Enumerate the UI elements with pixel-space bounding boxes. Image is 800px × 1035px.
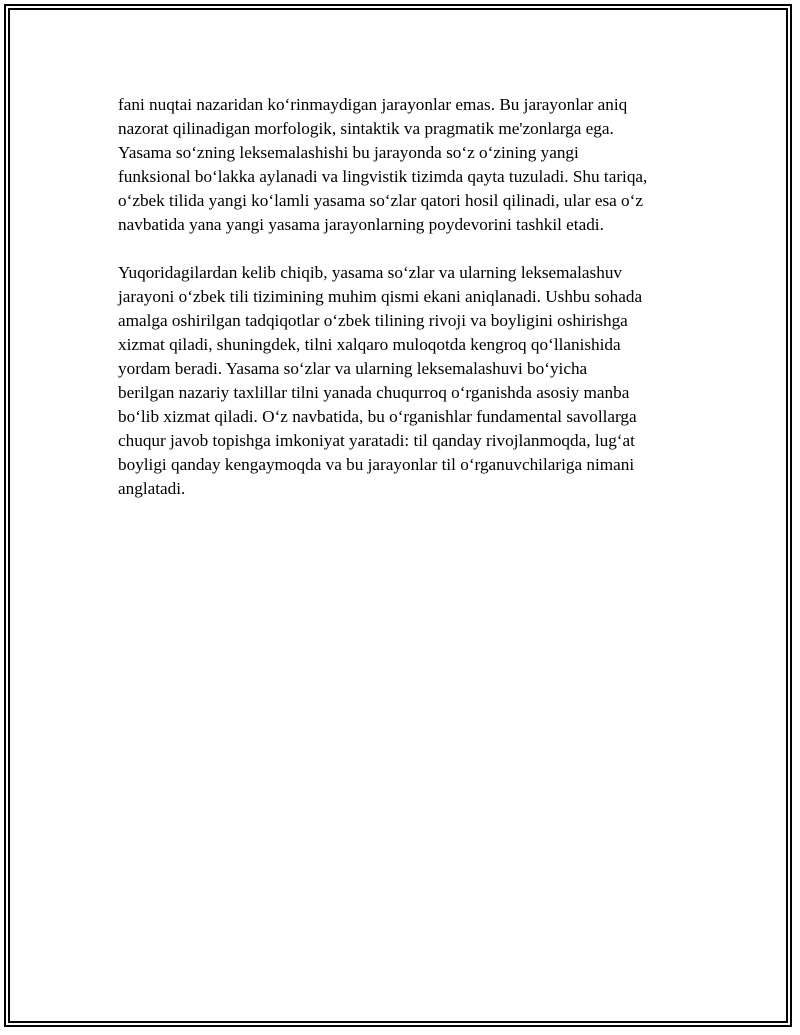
paragraph-1	[118, 93, 698, 237]
text-line: yordam beradi. Yasama so‘zlar va ularning leksemalashuvi bo‘yicha	[118, 359, 588, 378]
paragraph-2	[118, 261, 698, 501]
text-line: boyligi qanday kengaymoqda va bu jarayonlar til o‘rganuvchilariga nimani	[118, 455, 635, 474]
text-line: xizmat qiladi, shuningdek, tilni xalqaro muloqotda kengroq qo‘llanishida	[118, 335, 621, 354]
text-line: chuqur javob topishga imkoniyat yaratadi: til qanday rivojlanmoqda, lug‘at	[118, 431, 635, 450]
text-line: berilgan nazariy taxlillar tilni yanada chuqurroq o‘rganishda asosiy manba	[118, 383, 630, 402]
text-line: bo‘lib xizmat qiladi. O‘z navbatida, bu o‘rganishlar fundamental savollarga	[118, 407, 637, 426]
text-line: Yasama so‘zning leksemalashishi bu jarayonda so‘z o‘zining yangi	[118, 143, 579, 162]
document-body	[118, 93, 698, 525]
text-line: anglatadi.	[118, 479, 186, 498]
text-line: o‘zbek tilida yangi ko‘lamli yasama so‘zlar qatori hosil qilinadi, ular esa o‘z	[118, 191, 644, 210]
text-line: Yuqoridagilardan kelib chiqib, yasama so‘zlar va ularning leksemalashuv	[118, 263, 623, 282]
text-line: navbatida yana yangi yasama jarayonlarning poydevorini tashkil etadi.	[118, 215, 604, 234]
text-line: nazorat qilinadigan morfologik, sintaktik va pragmatik me'zonlarga ega.	[118, 119, 614, 138]
text-line: fani nuqtai nazaridan ko‘rinmaydigan jarayonlar emas. Bu jarayonlar aniq	[118, 95, 628, 114]
text-line: amalga oshirilgan tadqiqotlar o‘zbek tilining rivoji va boyligini oshirishga	[118, 311, 628, 330]
text-line: funksional bo‘lakka aylanadi va lingvistik tizimda qayta tuzuladi. Shu tariqa,	[118, 167, 648, 186]
text-line: jarayoni o‘zbek tili tizimining muhim qismi ekani aniqlanadi. Ushbu sohada	[118, 287, 643, 306]
